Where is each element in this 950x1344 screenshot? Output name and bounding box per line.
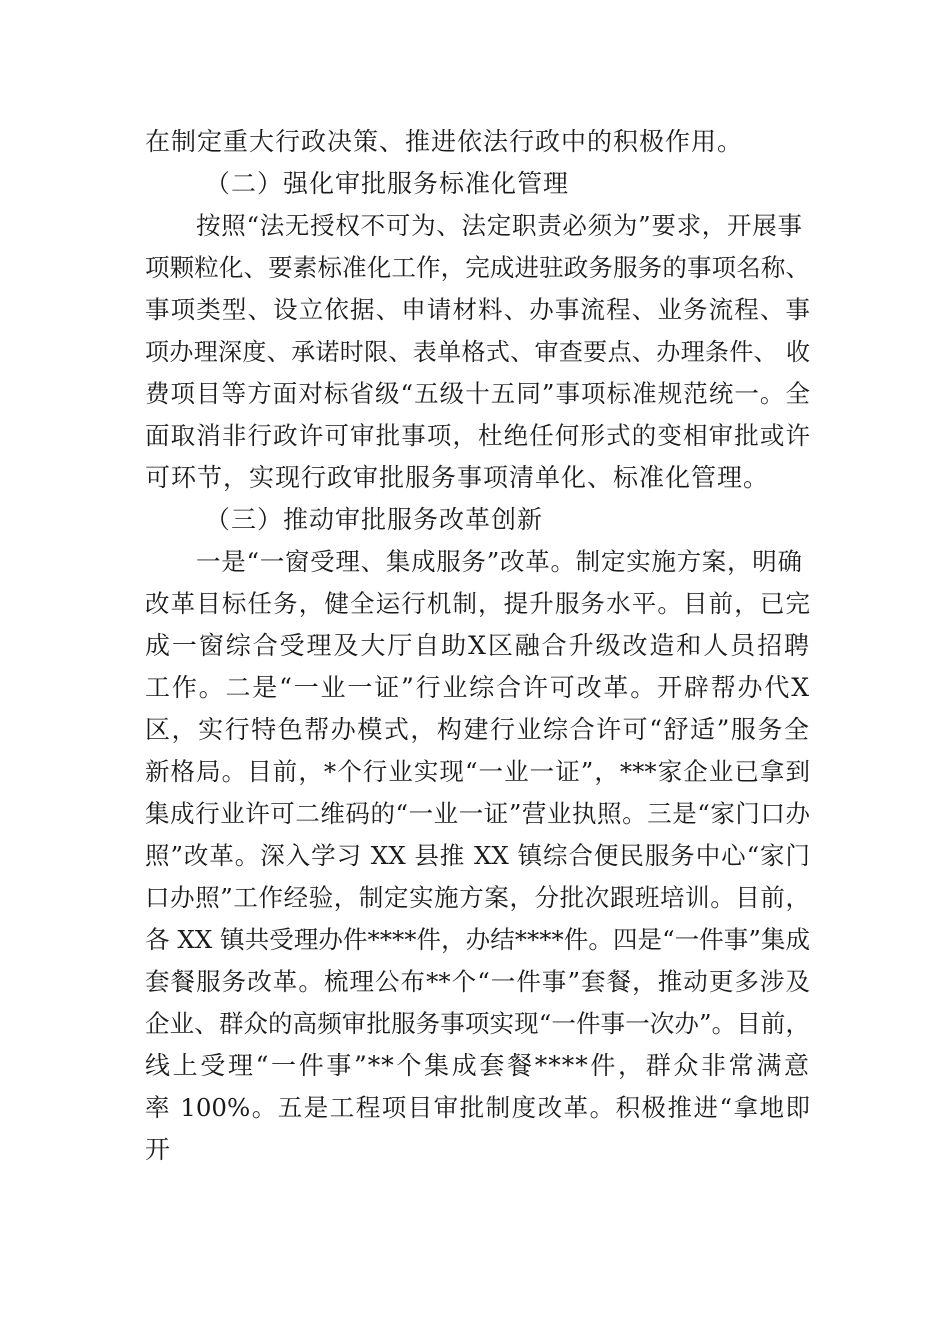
paragraph-line: 在制定重大行政决策、推进依法行政中的积极作用。 — [145, 127, 744, 156]
paragraph-line: 新格局。目前，*个行业实现“一业一证”，***家企业已拿到 — [145, 757, 810, 786]
paragraph-line: 区，实行特色帮办模式，构建行业综合许可“舒适”服务全 — [145, 715, 810, 744]
paragraph-line: 一是“一窗受理、集成服务”改革。制定实施方案，明确 — [196, 547, 802, 576]
paragraph-line: 口办照”工作经验，制定实施方案，分批次跟班培训。目前， — [145, 883, 810, 912]
paragraph-line: 面取消非行政许可审批事项，杜绝任何形式的变相审批或许 — [145, 421, 810, 450]
paragraph-line: 事项类型、设立依据、申请材料、办事流程、业务流程、事 — [145, 295, 810, 324]
paragraph-line: 套餐服务改革。梳理公布**个“一件事”套餐，推动更多涉及 — [145, 967, 810, 996]
paragraph-line: 各 XX 镇共受理办件****件，办结****件。四是“一件事”集成 — [145, 925, 810, 954]
paragraph-line: 可环节，实现行政审批服务事项清单化、标准化管理。 — [145, 463, 770, 492]
paragraph-line: 项办理深度、承诺时限、表单格式、审查要点、办理条件、 收 — [145, 338, 810, 366]
paragraph-line: 工作。二是“一业一证”行业综合许可改革。开辟帮办代X — [145, 673, 810, 702]
paragraph-line: 率 100%。五是工程项目审批制度改革。积极推进“拿地即 — [145, 1093, 810, 1122]
section-heading: （三）推动审批服务改革创新 — [205, 505, 544, 534]
paragraph-line: 集成行业许可二维码的“一业一证”营业执照。三是“家门口办 — [145, 799, 810, 828]
paragraph-line: 按照“法无授权不可为、法定职责必须为”要求，开展事 — [196, 211, 802, 240]
paragraph-line: 线上受理“一件事”**个集成套餐****件，群众非常满意 — [145, 1051, 810, 1080]
paragraph-line: 开 — [145, 1135, 172, 1164]
paragraph-line: 成一窗综合受理及大厅自助X区融合升级改造和人员招聘 — [145, 631, 810, 660]
paragraph-line: 费项目等方面对标省级“五级十五同”事项标准规范统一。全 — [145, 379, 810, 408]
paragraph-line: 改革目标任务，健全运行机制，提升服务水平。目前，已完 — [145, 589, 810, 618]
paragraph-line: 项颗粒化、要素标准化工作，完成进驻政务服务的事项名称、 — [145, 253, 810, 282]
paragraph-line: 照”改革。深入学习 XX 县推 XX 镇综合便民服务中心“家门 — [145, 841, 810, 870]
paragraph-line: 企业、群众的高频审批服务事项实现“一件事一次办”。目前， — [145, 1009, 810, 1038]
section-heading: （二）强化审批服务标准化管理 — [205, 169, 570, 198]
